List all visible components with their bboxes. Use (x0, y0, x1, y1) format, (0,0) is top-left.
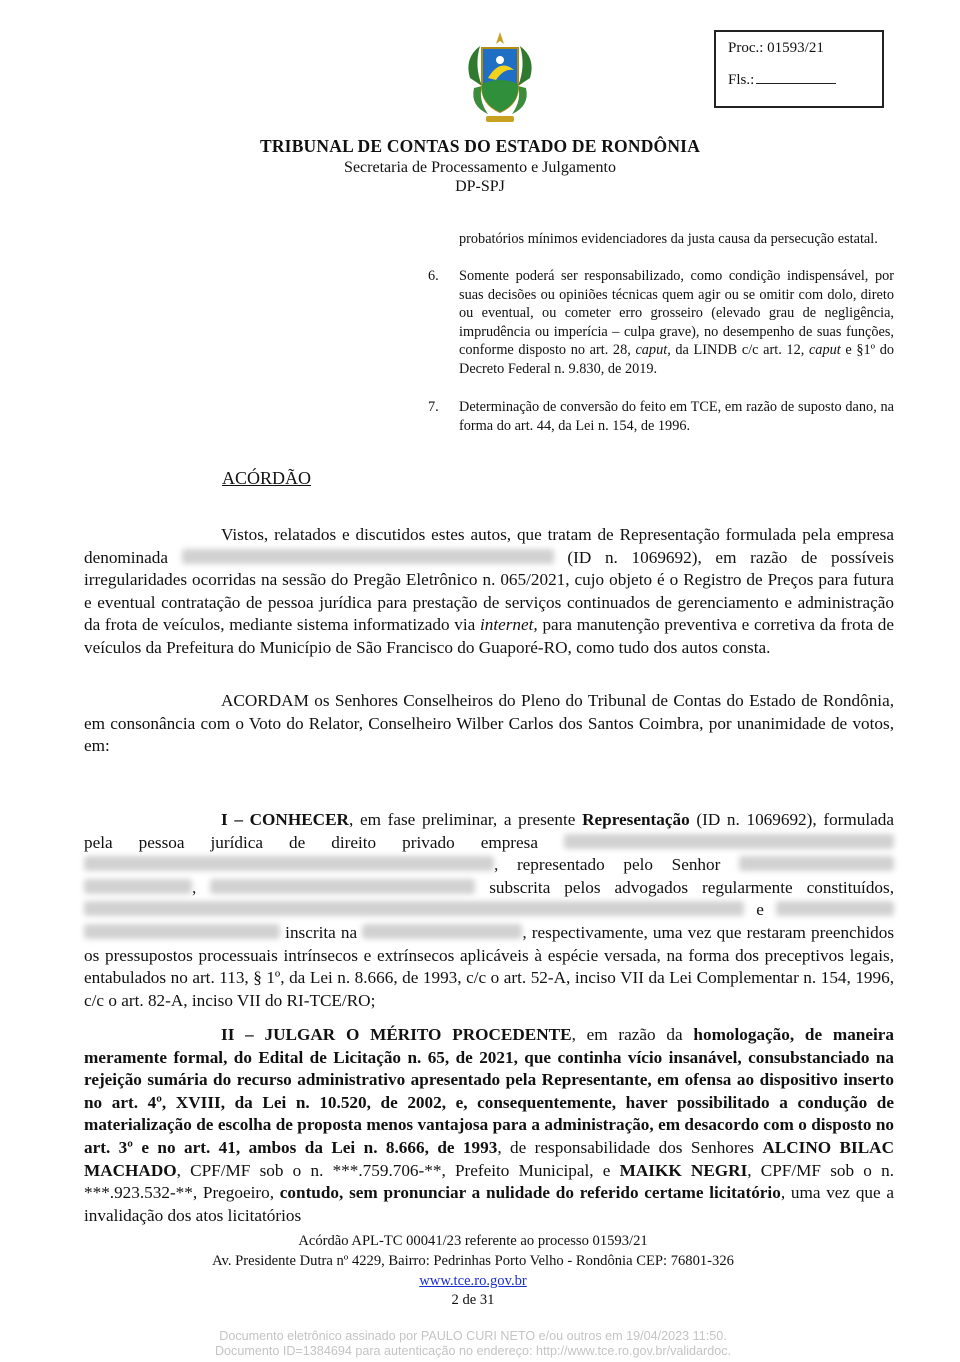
signature-watermark: Documento eletrônico assinado por PAULO CURI NETO e/ou outros em 19/04/2023 11:50. (219, 1329, 727, 1343)
division-name: DP-SPJ (455, 178, 505, 195)
item-ii-label: II – JULGAR O MÉRITO PROCEDENTE (221, 1025, 572, 1044)
redacted-company-name (182, 549, 554, 564)
process-number: Proc.: 01593/21 (728, 40, 824, 56)
acordao-heading: ACÓRDÃO (222, 468, 312, 488)
redacted-lawyers-names (84, 901, 744, 916)
footer-website-link[interactable]: www.tce.ro.gov.br (419, 1273, 527, 1289)
redacted-document-number (210, 879, 475, 894)
cited-item-6-text: Somente poderá ser responsabilizado, como condição indispensável, por suas decisões ou opiniões técnicas quem agir ou se omitir com dolo, direto ou eventual, ou cometer erro grosseiro (elevado grau de negligência, imprudência ou imperícia – culpa grave), no desempenho de suas funções, conforme disposto no art. 28, caput, da LINDB c/c art. 12, caput e §1º do Decreto Federal n. 9.830, de 2019. (459, 268, 894, 377)
redacted-representative-name (84, 879, 192, 894)
item-i-label: I – CONHECER (221, 810, 349, 829)
vistos-paragraph: Vistos, relatados e discutidos estes autos, que tratam de Representação formulada pela empresa denominada (ID n. 1069692), em razão de possíveis irregularidades ocorridas na sessão do Pregão Eletrônico n. 065/2021, cujo objeto é o Registro de Preços para futura e eventual contratação de pessoa jurídica para prestação de serviços continuados de gerenciamento e administração da frota de veículos, mediante sistema informatizado via internet, para manutenção preventiva e corretiva da frota de veículos da Prefeitura do Município de São Francisco do Guaporé-RO, como tudo dos autos consta. (84, 525, 895, 657)
redacted-oab-number (362, 924, 522, 939)
redacted-company-name (564, 834, 894, 849)
redacted-lawyer-name (84, 924, 280, 939)
state-coat-of-arms-icon (460, 28, 540, 128)
cited-item-6-number: 6. (428, 268, 439, 284)
authentication-watermark: Documento ID=1384694 para autenticação no endereço: http://www.tce.ro.gov.br/validardoc. (214, 1344, 732, 1358)
cited-continuation: probatórios mínimos evidenciadores da justa causa da persecução estatal. (459, 231, 878, 247)
redacted-representative-name (739, 856, 894, 871)
cited-item-7-number: 7. (428, 399, 439, 415)
folio-label: Fls.: (728, 72, 755, 88)
footer-acordao-reference: Acórdão APL-TC 00041/23 referente ao processo 01593/21 (298, 1233, 648, 1249)
redacted-lawyer-name (776, 901, 894, 916)
folio-blank-line (756, 69, 836, 84)
cited-item-7-text: Determinação de conversão do feito em TCE, em razão de suposto dano, na forma do art. 44, da Lei n. 154, de 1996. (459, 399, 894, 434)
page-number: 2 de 31 (451, 1292, 495, 1308)
footer-address: Av. Presidente Dutra nº 4229, Bairro: Pedrinhas Porto Velho - Rondônia CEP: 76801-326 (212, 1253, 734, 1269)
cited-item-7 (428, 398, 894, 435)
item-ii-paragraph: II – JULGAR O MÉRITO PROCEDENTE, em razão da homologação, de maneira meramente formal, do Edital de Licitação n. 65, de 2021, que continha vício insanável, consubstanciado na rejeição sumária do recurso administrativo apresentado pela Representante, em ofensa ao dispositivo inserto no art. 4º, XVIII, da Lei n. 10.520, de 2002, e, consequentemente, haver possibilitado a condução de materialização de escolha de proposta menos vantajosa para a administração, em desacordo com o disposto no art. 3º e no art. 41, ambos da Lei n. 8.666, de 1993, de responsabilidade dos Senhores ALCINO BILAC MACHADO, CPF/MF sob o n. ***.759.706-**, Prefeito Municipal, e MAIKK NEGRI, CPF/MF sob o n. ***.923.532-**, Pregoeiro, contudo, sem pronunciar a nulidade do referido certame licitatório, uma vez que a invalidação dos atos licitatórios (84, 1025, 895, 1225)
process-number-box (714, 30, 884, 108)
redacted-company-name (84, 856, 494, 871)
court-title: TRIBUNAL DE CONTAS DO ESTADO DE RONDÔNIA (259, 136, 701, 156)
cited-item-6 (428, 267, 894, 379)
folio-field (728, 69, 836, 89)
acordam-paragraph: ACORDAM os Senhores Conselheiros do Pleno do Tribunal de Contas do Estado de Rondônia, em consonância com o Voto do Relator, Conselheiro Wilber Carlos dos Santos Coimbra, por unanimidade de votos, em: (84, 691, 894, 756)
secretariat-name: Secretaria de Processamento e Julgamento (344, 159, 616, 176)
item-i-paragraph: I – CONHECER, em fase preliminar, a presente Representação (ID n. 1069692), formulada pela pessoa jurídica de direito privado empresa , representado pelo Senhor , subscrita pelos advogados regularmente constituídos, e inscrita na , respectivamente, uma vez que restaram preenchidos os pressupostos processuais intrínsecos e extrínsecos aplicáveis à espécie versada, na forma dos preceptivos legais, entabulados no art. 113, § 1º, da Lei n. 8.666, de 1993, c/c o art. 52-A, inciso VII da Lei Complementar n. 154, 1996, c/c o art. 82-A, inciso VII do RI-TCE/RO; (84, 810, 895, 1010)
